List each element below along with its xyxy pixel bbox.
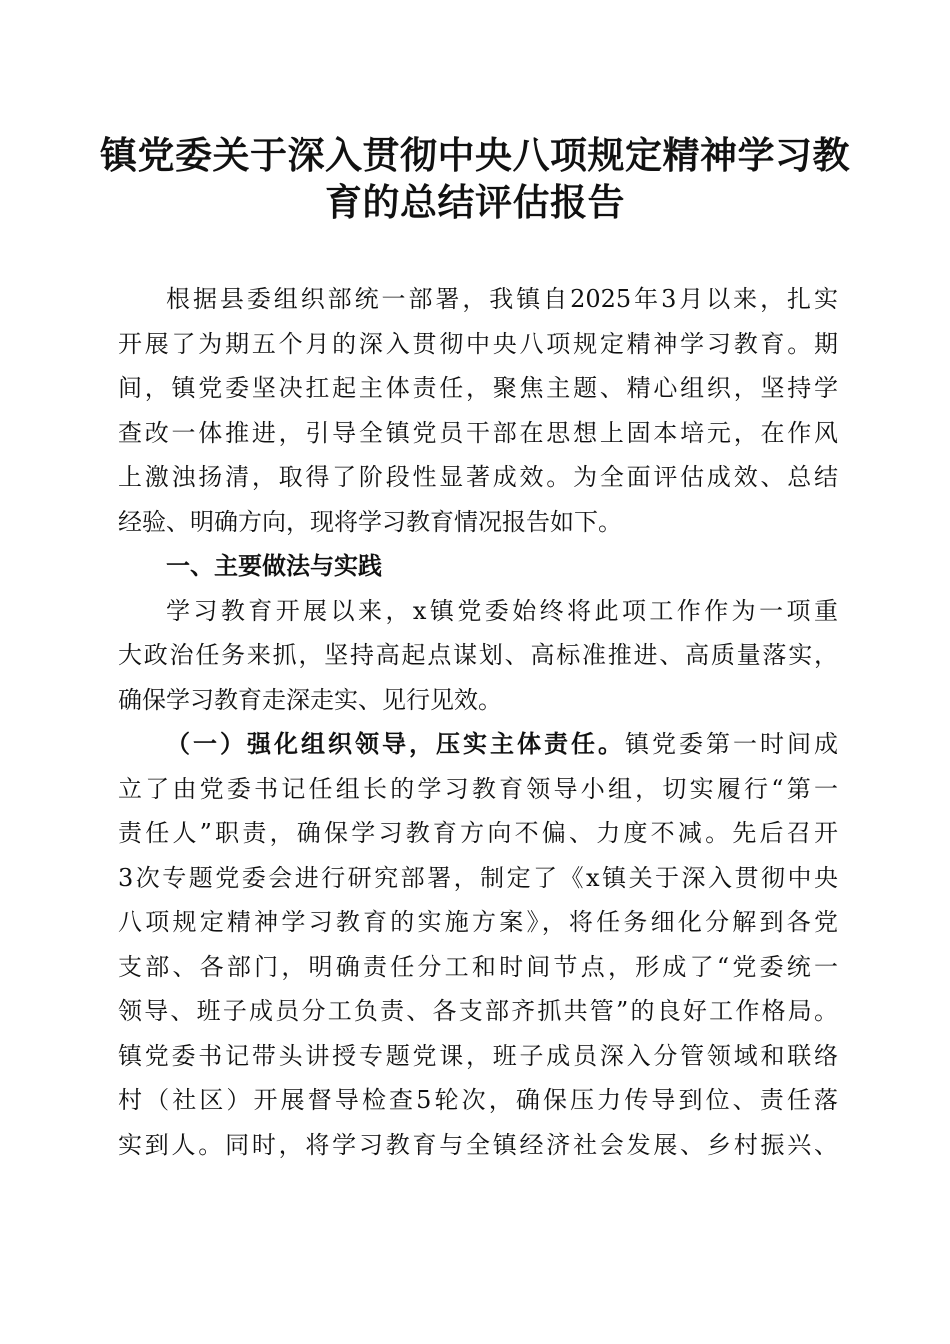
text-line: 八项规定精神学习教育的实施方案》，将任务细化分解到各党 (118, 908, 838, 936)
text-line: 大政治任务来抓，坚持高起点谋划、高标准推进、高质量落实， (118, 641, 838, 669)
text-line: 经验、明确方向，现将学习教育情况报告如下。 (118, 507, 622, 536)
text-line: 村（社区）开展督导检查5轮次，确保压力传导到位、责任落 (118, 1086, 838, 1114)
text-line: 学习教育开展以来，x镇党委始终将此项工作作为一项重 (166, 596, 838, 625)
document-title (100, 132, 850, 226)
text-line: 立了由党委书记任组长的学习教育领导小组，切实履行“第一 (118, 774, 838, 803)
text-line: 确保学习教育走深走实、见行见效。 (118, 685, 502, 714)
text-line: 根据县委组织部统一部署，我镇自2025年3月以来，扎实 (166, 285, 838, 313)
text-line: 支部、各部门，明确责任分工和时间节点，形成了“党委统一 (118, 952, 838, 981)
text-line: 领导、班子成员分工负责、各支部齐抓共管”的良好工作格局。 (118, 997, 838, 1025)
text-line (118, 722, 838, 767)
text-line: 责任人”职责，确保学习教育方向不偏、力度不减。先后召开 (118, 819, 838, 847)
paragraph-intro (118, 277, 838, 544)
text-line: 上激浊扬清，取得了阶段性显著成效。为全面评估成效、总结 (118, 463, 838, 491)
title-line-2: 育的总结评估报告 (325, 180, 625, 224)
text-line: 查改一体推进，引导全镇党员干部在思想上固本培元，在作风 (118, 418, 838, 447)
text-line: 镇党委书记带头讲授专题党课，班子成员深入分管领域和联络 (118, 1041, 838, 1070)
text-line: 开展了为期五个月的深入贯彻中央八项规定精神学习教育。期 (118, 329, 838, 358)
text-line: 间，镇党委坚决扛起主体责任，聚焦主题、精心组织，坚持学 (118, 374, 838, 402)
subsection-heading: （一）强化组织领导，压实主体责任。 (166, 729, 625, 758)
document-body (118, 277, 838, 1167)
section-heading: 一、主要做法与实践 (166, 552, 382, 580)
paragraph-section1 (118, 589, 838, 723)
text-line: 3次专题党委会进行研究部署，制定了《x镇关于深入贯彻中央 (118, 863, 838, 892)
title-line-1: 镇党委关于深入贯彻中央八项规定精神学习教 (100, 133, 850, 177)
subsection-text: 镇党委第一时间成 (625, 730, 838, 758)
paragraph-subsection1 (118, 722, 838, 1167)
text-line: 实到人。同时，将学习教育与全镇经济社会发展、乡村振兴、 (118, 1130, 838, 1159)
